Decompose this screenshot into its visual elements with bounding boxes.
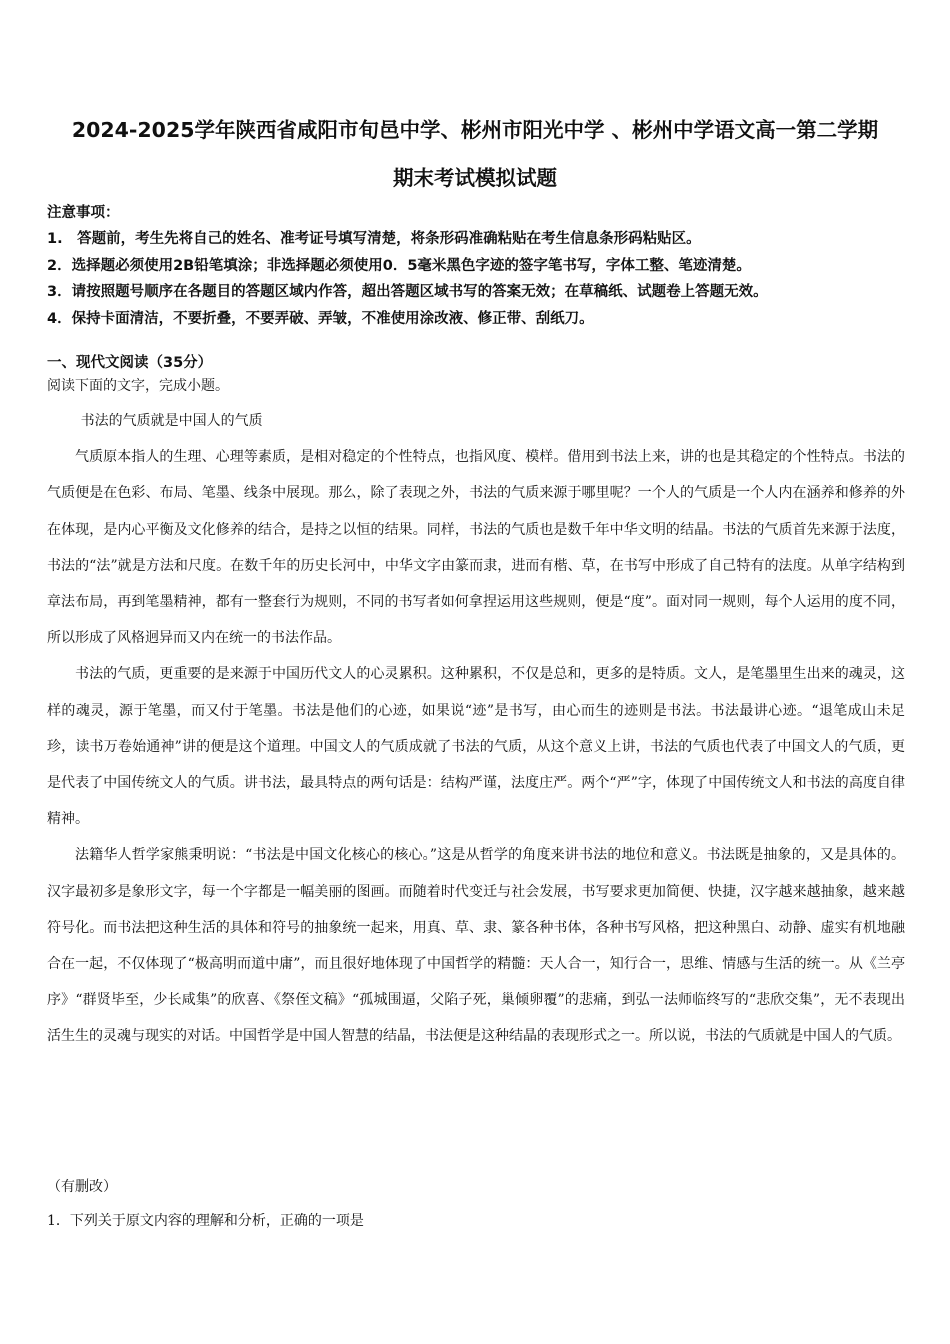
- section-heading: 一、现代文阅读（35分）: [47, 355, 213, 371]
- exam-title-line2: 期末考试模拟试题: [393, 166, 557, 190]
- notice-block: [47, 200, 917, 332]
- article-paragraph: 法籍华人哲学家熊秉明说：“书法是中国文化核心的核心。”这是从哲学的角度来讲书法的地位和意义。书法既是抽象的，又是具体的。汉字最初多是象形文字，每一个字都是一幅美丽的图画。而随着时代变迁与社会发展，书写要求更加简便、快捷，汉字越来越抽象，越来越符号化。而书法把这种生活的具体和符号的抽象统一起来，用真、草、隶、篆各种书体，各种书写风格，把这种黑白、动静、虚实有机地融合在一起，不仅体现了“极高明而道中庸”，而且很好地体现了中国哲学的精髓：天人合一，知行合一，思维、情感与生活的统一。从《兰亭序》“群贤毕至，少长咸集”的欣喜、《祭侄文稿》“孤城围逼，父陷子死，巢倾卵覆”的悲痛，到弘一法师临终写的“悲欣交集”，无不表现出活生生的灵魂与现实的对话。中国哲学是中国人智慧的结晶，书法便是这种结晶的表现形式之一。所以说，书法的气质就是中国人的气质。: [47, 847, 905, 1045]
- notice-item: 3．请按照题号顺序在各题目的答题区域内作答，超出答题区域书写的答案无效；在草稿纸、试题卷上答题无效。: [47, 284, 768, 301]
- reading-article: [47, 403, 905, 1055]
- edit-note: （有删改）: [47, 1179, 117, 1195]
- article-paragraph: 气质原本指人的生理、心理等素质，是相对稳定的个性特点，也指风度、模样。借用到书法上来，讲的也是其稳定的个性特点。书法的气质便是在色彩、布局、笔墨、线条中展现。那么，除了表现之外，书法的气质来源于哪里呢？一个人的气质是一个人内在涵养和修养的外在体现，是内心平衡及文化修养的结合，是持之以恒的结果。同样，书法的气质也是数千年中华文明的结晶。书法的气质首先来源于法度，书法的“法”就是方法和尺度。在数千年的历史长河中，中华文字由篆而隶，进而有楷、草，在书写中形成了自己特有的法度。从单字结构到章法布局，再到笔墨精神，都有一整套行为规则，不同的书写者如何拿捏运用这些规则，便是“度”。面对同一规则，每个人运用的度不同，所以形成了风格迥异而又内在统一的书法作品。: [47, 449, 905, 647]
- question-1: 1．下列关于原文内容的理解和分析，正确的一项是: [47, 1213, 364, 1229]
- notice-heading: 注意事项：: [47, 205, 120, 221]
- exam-title-line1: 2024-2025学年陕西省咸阳市旬邑中学、彬州市阳光中学 、彬州中学语文高一第二学期: [71, 118, 879, 142]
- article-paragraph: 书法的气质，更重要的是来源于中国历代文人的心灵累积。这种累积，不仅是总和，更多的是特质。文人，是笔墨里生出来的魂灵，这样的魂灵，源于笔墨，而又付于笔墨。书法是他们的心迹，如果说“迹”是书写，由心而生的迹则是书法。书法最讲心迹。“退笔成山未足珍，读书万卷始通神”讲的便是这个道理。中国文人的气质成就了书法的气质，从这个意义上讲，书法的气质也代表了中国文人的气质，更是代表了中国传统文人的气质。讲书法，最具特点的两句话是：结构严谨，法度庄严。两个“严”字，体现了中国传统文人和书法的高度自律精神。: [47, 666, 905, 828]
- section-instruction: 阅读下面的文字，完成小题。: [47, 378, 229, 394]
- notice-item: 4．保持卡面清洁，不要折叠，不要弄破、弄皱，不准使用涂改液、修正带、刮纸刀。: [47, 310, 594, 327]
- notice-item: 2．选择题必须使用2B铅笔填涂；非选择题必须使用0．5毫米黑色字迹的签字笔书写，字体工整、笔迹清楚。: [47, 257, 751, 274]
- article-title: 书法的气质就是中国人的气质: [80, 413, 263, 429]
- notice-item: 1. 答题前，考生先将自己的姓名、准考证号填写清楚，将条形码准确粘贴在考生信息条形码粘贴区。: [47, 231, 701, 248]
